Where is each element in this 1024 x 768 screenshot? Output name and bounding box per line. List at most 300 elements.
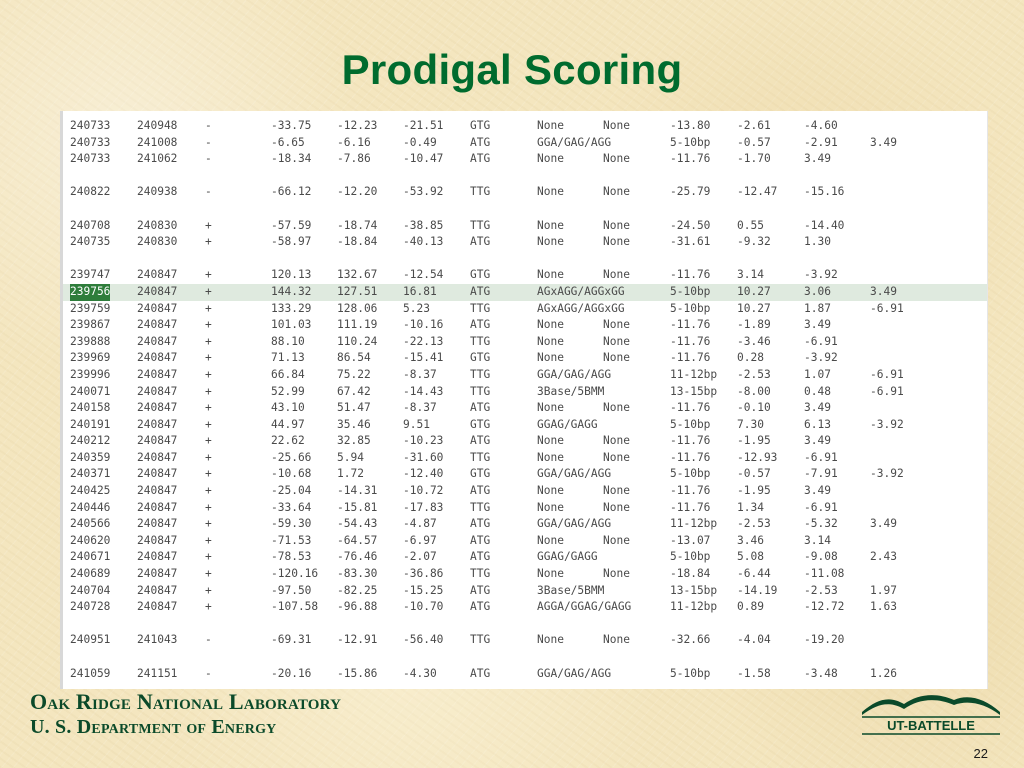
table-row[interactable] xyxy=(63,384,987,401)
table-cell: 240671 xyxy=(70,550,111,564)
table-cell: -11.76 xyxy=(670,318,711,332)
table-cell: -20.16 xyxy=(271,666,312,680)
table-cell: 5-10bp xyxy=(670,666,711,680)
table-cell: None xyxy=(603,533,630,547)
table-cell: -14.40 xyxy=(804,218,845,232)
table-cell: -11.76 xyxy=(670,152,711,166)
table-cell: -25.79 xyxy=(670,185,711,199)
table-cell: 241059 xyxy=(70,666,111,680)
table-cell: 5-10bp xyxy=(670,284,711,298)
table-cell: None xyxy=(603,318,630,332)
table-cell: 240847 xyxy=(137,367,178,381)
table-cell: 5-10bp xyxy=(670,417,711,431)
table-cell: 0.28 xyxy=(737,351,764,365)
table-row[interactable] xyxy=(63,284,987,301)
table-cell: 239759 xyxy=(70,301,111,315)
table-cell: 240847 xyxy=(137,500,178,514)
table-cell: -15.16 xyxy=(804,185,845,199)
table-cell: TTG xyxy=(470,500,491,514)
table-cell: 3.49 xyxy=(804,152,831,166)
table-cell: + xyxy=(205,384,212,398)
table-cell: + xyxy=(205,367,212,381)
table-cell: 2.43 xyxy=(870,550,897,564)
table-cell: -4.60 xyxy=(804,119,838,132)
table-cell: 3.49 xyxy=(870,135,897,149)
table-cell: TTG xyxy=(470,301,491,315)
table-cell: -0.57 xyxy=(737,467,771,481)
table-cell: 88.10 xyxy=(271,334,305,348)
table-cell: AGxAGG/AGGxGG xyxy=(537,301,625,315)
table-cell: -11.76 xyxy=(670,401,711,415)
table-row[interactable] xyxy=(63,583,987,600)
table-cell: 240830 xyxy=(137,235,178,249)
table-cell: 1.34 xyxy=(737,500,764,514)
table-cell: AGxAGG/AGGxGG xyxy=(537,284,625,298)
table-cell: 0.55 xyxy=(737,218,764,232)
table-cell: 240359 xyxy=(70,450,111,464)
table-cell: -96.88 xyxy=(337,600,378,614)
table-cell: 5-10bp xyxy=(670,550,711,564)
table-cell: -120.16 xyxy=(271,567,319,581)
table-row[interactable] xyxy=(63,151,987,168)
table-cell: 3.14 xyxy=(737,268,764,282)
table-cell: 127.51 xyxy=(337,284,378,298)
table-cell: 35.46 xyxy=(337,417,371,431)
table-cell: None xyxy=(537,633,564,647)
table-cell: 239747 xyxy=(70,268,111,282)
table-cell: -1.89 xyxy=(737,318,771,332)
table-cell: TTG xyxy=(470,567,491,581)
table-cell: -6.91 xyxy=(870,301,904,315)
table-cell: 240830 xyxy=(137,218,178,232)
table-row[interactable] xyxy=(63,500,987,517)
table-cell: TTG xyxy=(470,334,491,348)
table-cell: -0.10 xyxy=(737,401,771,415)
table-cell: 240689 xyxy=(70,567,111,581)
table-cell: -82.25 xyxy=(337,583,378,597)
table-cell: -12.20 xyxy=(337,185,378,199)
table-cell: -56.40 xyxy=(403,633,444,647)
table-cell: -18.84 xyxy=(337,235,378,249)
table-cell: GGAG/GAGG xyxy=(537,417,598,431)
table-cell: None xyxy=(603,218,630,232)
table-cell: -54.43 xyxy=(337,517,378,531)
table-cell: None xyxy=(603,450,630,464)
table-cell: -107.58 xyxy=(271,600,319,614)
table-cell: 3.49 xyxy=(870,284,897,298)
table-row[interactable] xyxy=(63,433,987,450)
table-cell: + xyxy=(205,334,212,348)
table-cell: 0.89 xyxy=(737,600,764,614)
table-cell: 240847 xyxy=(137,550,178,564)
table-cell: + xyxy=(205,450,212,464)
table-cell: - xyxy=(205,633,212,647)
table-cell: 3.49 xyxy=(870,517,897,531)
table-cell: -12.47 xyxy=(737,185,778,199)
table-cell: 240733 xyxy=(70,135,111,149)
table-cell: 240704 xyxy=(70,583,111,597)
table-cell: 240822 xyxy=(70,185,111,199)
table-cell: ATG xyxy=(470,583,491,597)
table-cell: None xyxy=(537,434,564,448)
table-cell: -2.91 xyxy=(804,135,838,149)
table-row[interactable] xyxy=(63,400,987,417)
table-cell: 3.14 xyxy=(804,533,831,547)
table-cell: 132.67 xyxy=(337,268,378,282)
table-cell: -8.00 xyxy=(737,384,771,398)
table-cell: 11-12bp xyxy=(670,517,718,531)
table-cell: None xyxy=(603,567,630,581)
table-cell: None xyxy=(603,268,630,282)
table-cell: -11.76 xyxy=(670,484,711,498)
table-cell: 51.47 xyxy=(337,401,371,415)
table-cell: -0.57 xyxy=(737,135,771,149)
table-cell: -33.64 xyxy=(271,500,312,514)
table-cell: -11.76 xyxy=(670,334,711,348)
table-cell: ATG xyxy=(470,533,491,547)
table-cell: 239888 xyxy=(70,334,111,348)
table-cell: -1.70 xyxy=(737,152,771,166)
table-cell: None xyxy=(537,401,564,415)
table-cell: None xyxy=(603,484,630,498)
table-cell: -25.04 xyxy=(271,484,312,498)
table-cell: 240847 xyxy=(137,583,178,597)
table-row-spacer xyxy=(63,168,987,185)
table-cell: -15.86 xyxy=(337,666,378,680)
table-cell: -3.92 xyxy=(804,351,838,365)
table-cell: 240847 xyxy=(137,334,178,348)
table-cell: TTG xyxy=(470,185,491,199)
table-cell: -3.48 xyxy=(804,666,838,680)
table-cell: None xyxy=(537,152,564,166)
table-cell: 3.49 xyxy=(804,434,831,448)
table-cell: 240371 xyxy=(70,467,111,481)
table-cell: 240847 xyxy=(137,467,178,481)
table-cell: GGA/GAG/AGG xyxy=(537,517,612,531)
table-cell: 5-10bp xyxy=(670,135,711,149)
table-cell: -57.59 xyxy=(271,218,312,232)
table-cell: -22.13 xyxy=(403,334,444,348)
table-cell: 16.81 xyxy=(403,284,437,298)
table-cell: -12.54 xyxy=(403,268,444,282)
table-row[interactable] xyxy=(63,533,987,550)
table-cell: None xyxy=(603,235,630,249)
table-cell: 240446 xyxy=(70,500,111,514)
table-cell: 43.10 xyxy=(271,401,305,415)
table-cell: -1.95 xyxy=(737,484,771,498)
table-cell: -76.46 xyxy=(337,550,378,564)
table-row[interactable] xyxy=(63,301,987,318)
table-cell: -64.57 xyxy=(337,533,378,547)
table-cell: 240847 xyxy=(137,567,178,581)
table-cell: + xyxy=(205,301,212,315)
table-cell: -25.66 xyxy=(271,450,312,464)
table-cell: -12.91 xyxy=(337,633,378,647)
table-cell: ATG xyxy=(470,401,491,415)
table-cell: 144.32 xyxy=(271,284,312,298)
table-cell: -1.95 xyxy=(737,434,771,448)
table-cell: 128.06 xyxy=(337,301,378,315)
table-cell: -11.76 xyxy=(670,450,711,464)
scoring-table xyxy=(63,118,987,682)
table-row[interactable] xyxy=(63,350,987,367)
table-cell: -5.32 xyxy=(804,517,838,531)
table-cell: -31.61 xyxy=(670,235,711,249)
table-cell: GTG xyxy=(470,351,491,365)
table-row-spacer xyxy=(63,201,987,218)
table-cell: 120.13 xyxy=(271,268,312,282)
table-cell: 5.23 xyxy=(403,301,430,315)
table-cell: 240948 xyxy=(137,119,178,132)
table-cell: -9.32 xyxy=(737,235,771,249)
table-cell: -15.81 xyxy=(337,500,378,514)
table-cell: -14.43 xyxy=(403,384,444,398)
table-cell: GTG xyxy=(470,467,491,481)
table-cell: 240158 xyxy=(70,401,111,415)
table-row[interactable] xyxy=(63,184,987,201)
table-cell: - xyxy=(205,152,212,166)
table-cell: None xyxy=(537,351,564,365)
table-cell: -53.92 xyxy=(403,185,444,199)
table-row[interactable] xyxy=(63,466,987,483)
table-cell: 52.99 xyxy=(271,384,305,398)
table-cell: -58.97 xyxy=(271,235,312,249)
org-name-line2: U. S. Department of Energy xyxy=(30,716,277,738)
table-cell: None xyxy=(603,401,630,415)
table-cell: -6.16 xyxy=(337,135,371,149)
table-cell: 44.97 xyxy=(271,417,305,431)
table-cell: -6.91 xyxy=(870,367,904,381)
table-row[interactable] xyxy=(63,334,987,351)
table-cell: -10.23 xyxy=(403,434,444,448)
table-cell: 11-12bp xyxy=(670,367,718,381)
table-cell: TTG xyxy=(470,384,491,398)
table-cell: 1.97 xyxy=(870,583,897,597)
table-cell: 240212 xyxy=(70,434,111,448)
table-cell: 240847 xyxy=(137,301,178,315)
table-cell: None xyxy=(537,218,564,232)
table-cell: + xyxy=(205,417,212,431)
table-cell: 240847 xyxy=(137,517,178,531)
table-cell: -38.85 xyxy=(403,218,444,232)
table-row[interactable] xyxy=(63,218,987,235)
table-cell: -12.72 xyxy=(804,600,845,614)
table-cell: + xyxy=(205,218,212,232)
table-cell: -12.93 xyxy=(737,450,778,464)
table-cell: 86.54 xyxy=(337,351,371,365)
table-cell: -13.07 xyxy=(670,533,711,547)
table-cell: -6.91 xyxy=(870,384,904,398)
table-cell: -9.08 xyxy=(804,550,838,564)
table-cell: -17.83 xyxy=(403,500,444,514)
table-row[interactable] xyxy=(63,317,987,334)
table-cell: 11-12bp xyxy=(670,600,718,614)
table-cell: -32.66 xyxy=(670,633,711,647)
table-row[interactable] xyxy=(63,666,987,683)
table-cell: - xyxy=(205,119,212,132)
table-row[interactable] xyxy=(63,599,987,616)
table-row[interactable] xyxy=(63,234,987,251)
table-cell: 240847 xyxy=(137,384,178,398)
table-cell: + xyxy=(205,467,212,481)
table-row[interactable] xyxy=(63,367,987,384)
table-cell: 3.49 xyxy=(804,484,831,498)
table-cell: -4.04 xyxy=(737,633,771,647)
table-cell: -11.76 xyxy=(670,268,711,282)
table-cell: + xyxy=(205,600,212,614)
table-cell: -3.92 xyxy=(804,268,838,282)
table-cell: GTG xyxy=(470,268,491,282)
table-cell: 3.49 xyxy=(804,401,831,415)
table-cell: -12.40 xyxy=(403,467,444,481)
table-cell: ATG xyxy=(470,135,491,149)
table-cell: 10.27 xyxy=(737,301,771,315)
table-cell: TTG xyxy=(470,218,491,232)
table-cell: ATG xyxy=(470,318,491,332)
table-cell: 7.30 xyxy=(737,417,764,431)
table-cell: 239867 xyxy=(70,318,111,332)
table-cell: 240847 xyxy=(137,417,178,431)
table-cell: 241151 xyxy=(137,666,178,680)
table-cell: 240847 xyxy=(137,401,178,415)
table-cell: 13-15bp xyxy=(670,583,718,597)
table-cell: 240847 xyxy=(137,284,178,298)
table-cell: 71.13 xyxy=(271,351,305,365)
table-cell: -6.65 xyxy=(271,135,305,149)
table-cell: 240733 xyxy=(70,119,111,132)
table-cell: None xyxy=(603,334,630,348)
table-cell: -15.41 xyxy=(403,351,444,365)
table-cell: 240938 xyxy=(137,185,178,199)
table-cell: GTG xyxy=(470,119,491,132)
table-cell: GGA/GAG/AGG xyxy=(537,135,612,149)
table-cell: 241062 xyxy=(137,152,178,166)
table-cell: + xyxy=(205,268,212,282)
table-cell: -6.91 xyxy=(804,450,838,464)
table-cell: + xyxy=(205,401,212,415)
table-cell: 1.63 xyxy=(870,600,897,614)
table-row-spacer xyxy=(63,616,987,633)
table-cell: ATG xyxy=(470,517,491,531)
table-cell: -36.86 xyxy=(403,567,444,581)
table-row[interactable] xyxy=(63,516,987,533)
table-cell: + xyxy=(205,500,212,514)
table-cell: 10.27 xyxy=(737,284,771,298)
table-cell: GTG xyxy=(470,417,491,431)
table-cell: -10.68 xyxy=(271,467,312,481)
table-cell: -19.20 xyxy=(804,633,845,647)
table-cell: 111.19 xyxy=(337,318,378,332)
table-cell: -59.30 xyxy=(271,517,312,531)
table-cell: 240847 xyxy=(137,268,178,282)
table-cell: 240847 xyxy=(137,533,178,547)
table-cell: 133.29 xyxy=(271,301,312,315)
table-cell: None xyxy=(603,185,630,199)
table-cell: 1.30 xyxy=(804,235,831,249)
table-cell: 75.22 xyxy=(337,367,371,381)
table-cell: 240951 xyxy=(70,633,111,647)
table-cell: 241043 xyxy=(137,633,178,647)
table-row[interactable] xyxy=(63,267,987,284)
table-cell: -7.91 xyxy=(804,467,838,481)
svg-text:UT-BATTELLE: UT-BATTELLE xyxy=(887,718,975,733)
table-cell: 240847 xyxy=(137,318,178,332)
table-cell: + xyxy=(205,567,212,581)
table-cell: + xyxy=(205,235,212,249)
table-cell: -18.74 xyxy=(337,218,378,232)
table-cell: -11.76 xyxy=(670,351,711,365)
scoring-table-panel xyxy=(60,111,988,689)
table-cell: -6.91 xyxy=(804,334,838,348)
table-cell: -2.53 xyxy=(804,583,838,597)
table-row-spacer xyxy=(63,251,987,268)
table-cell: 240847 xyxy=(137,351,178,365)
table-cell: 240620 xyxy=(70,533,111,547)
table-cell: 1.72 xyxy=(337,467,364,481)
table-cell: GGA/GAG/AGG xyxy=(537,666,612,680)
table-cell: - xyxy=(205,185,212,199)
table-cell: 22.62 xyxy=(271,434,305,448)
table-row[interactable] xyxy=(63,135,987,152)
table-row[interactable] xyxy=(63,483,987,500)
table-row[interactable] xyxy=(63,118,987,135)
table-cell: -11.08 xyxy=(804,567,845,581)
table-row[interactable] xyxy=(63,549,987,566)
table-cell: -83.30 xyxy=(337,567,378,581)
table-cell: None xyxy=(537,235,564,249)
table-row[interactable] xyxy=(63,566,987,583)
table-cell: 240071 xyxy=(70,384,111,398)
table-cell: None xyxy=(603,351,630,365)
table-row[interactable] xyxy=(63,632,987,649)
table-cell: None xyxy=(537,450,564,464)
table-cell: 3Base/5BMM xyxy=(537,384,605,398)
table-cell: -1.58 xyxy=(737,666,771,680)
table-cell: 5.08 xyxy=(737,550,764,564)
table-cell: + xyxy=(205,284,212,298)
table-cell: -0.49 xyxy=(403,135,437,149)
table-cell: -10.70 xyxy=(403,600,444,614)
table-cell: 239969 xyxy=(70,351,111,365)
table-cell: ATG xyxy=(470,666,491,680)
table-cell: ATG xyxy=(470,434,491,448)
table-cell: -2.07 xyxy=(403,550,437,564)
table-cell: -3.92 xyxy=(870,467,904,481)
table-cell: -71.53 xyxy=(271,533,312,547)
table-cell: -8.37 xyxy=(403,401,437,415)
table-cell: -31.60 xyxy=(403,450,444,464)
table-cell: 240728 xyxy=(70,600,111,614)
table-cell: 9.51 xyxy=(403,417,430,431)
table-row[interactable] xyxy=(63,417,987,434)
table-cell: None xyxy=(603,633,630,647)
table-cell: 101.03 xyxy=(271,318,312,332)
table-cell: 240847 xyxy=(137,434,178,448)
table-cell: None xyxy=(603,152,630,166)
table-cell: 5.94 xyxy=(337,450,364,464)
table-cell: -14.31 xyxy=(337,484,378,498)
table-cell: None xyxy=(537,533,564,547)
table-cell: 240847 xyxy=(137,600,178,614)
table-cell: -13.80 xyxy=(670,119,711,132)
table-cell: -2.61 xyxy=(737,119,771,132)
table-cell: + xyxy=(205,318,212,332)
table-cell: 240735 xyxy=(70,235,111,249)
table-cell: -2.53 xyxy=(737,367,771,381)
table-cell: None xyxy=(537,484,564,498)
table-row[interactable] xyxy=(63,450,987,467)
table-cell: ATG xyxy=(470,600,491,614)
